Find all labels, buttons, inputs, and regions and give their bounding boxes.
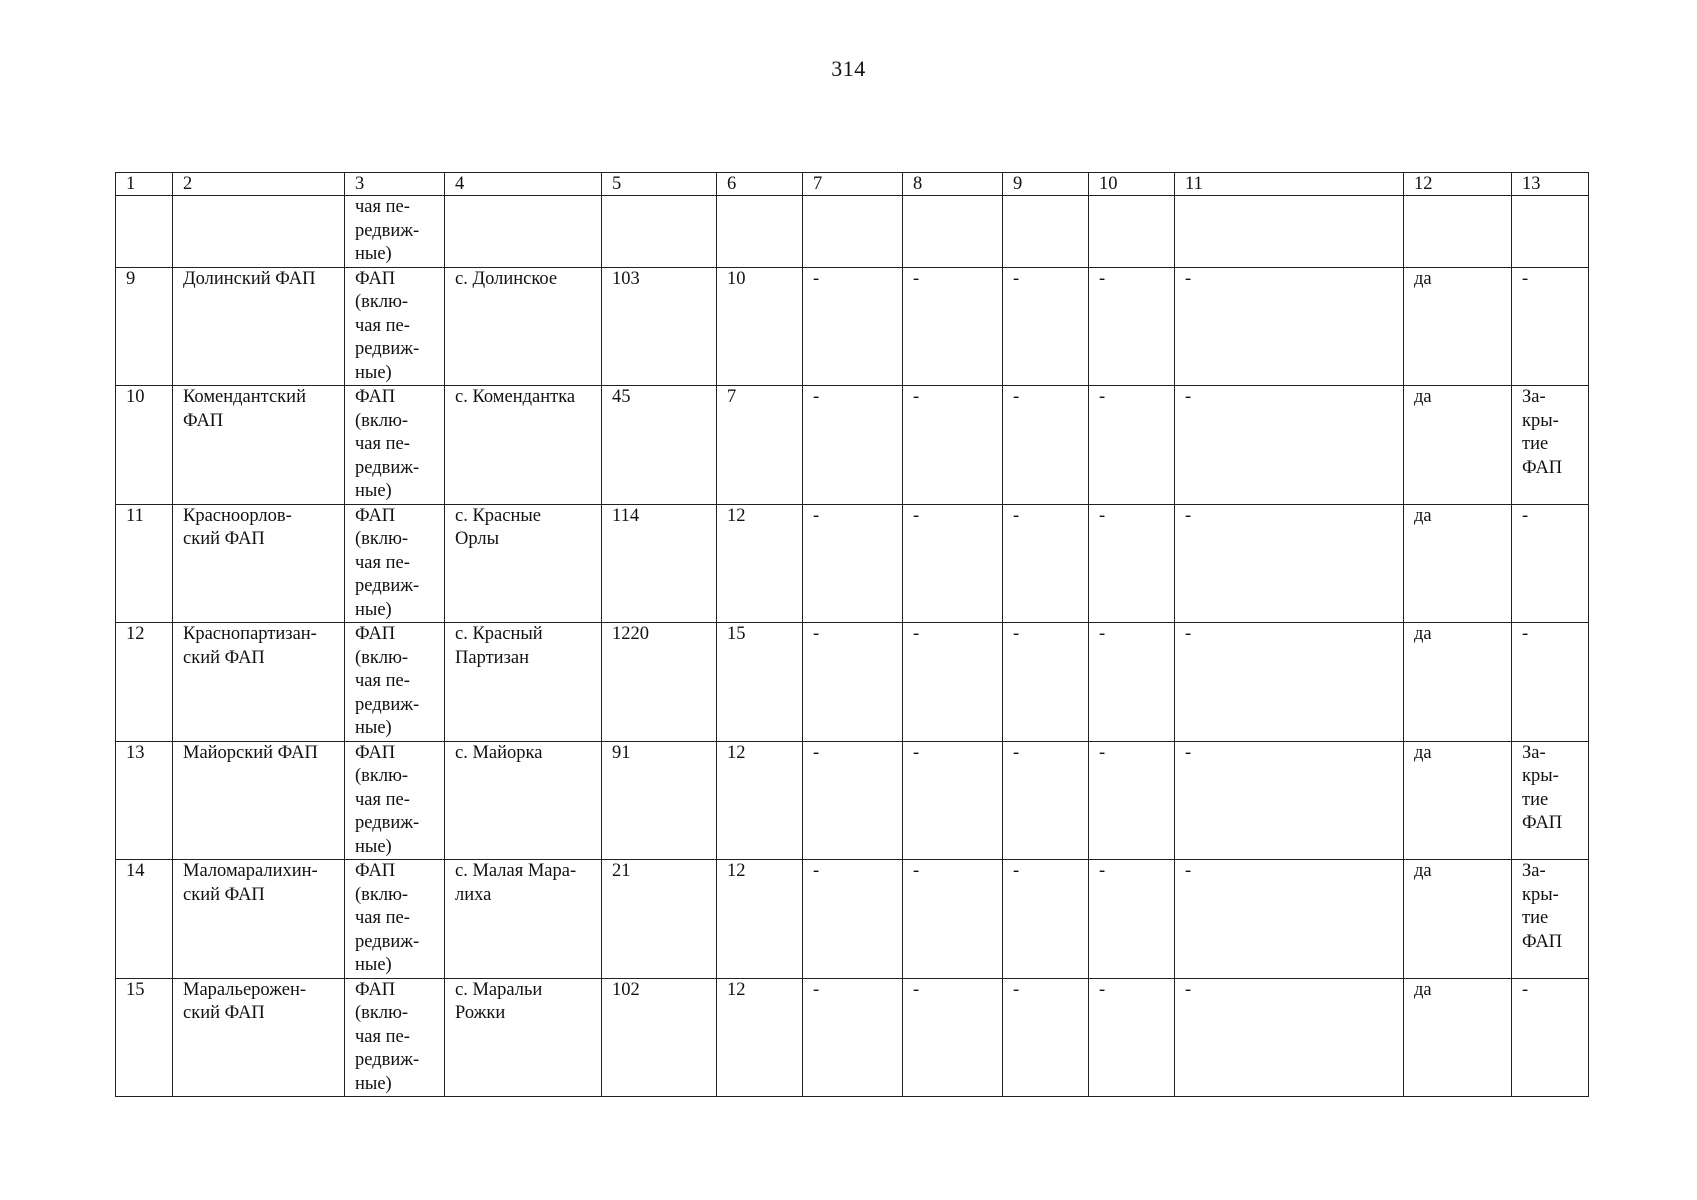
table-cell: - (903, 386, 1003, 505)
table-cell: - (1003, 860, 1089, 979)
table-row (116, 741, 1589, 860)
table-cell: Маломаралихин- ский ФАП (173, 860, 345, 979)
table-cell: Маральерожен- ский ФАП (173, 978, 345, 1097)
table-cell (1175, 196, 1404, 268)
table-cell: да (1404, 267, 1512, 386)
table-cell: 13 (116, 741, 173, 860)
table-cell (803, 196, 903, 268)
table-cell: 1220 (602, 623, 717, 742)
table-row (116, 978, 1589, 1097)
table-cell: да (1404, 741, 1512, 860)
table-cell: 103 (602, 267, 717, 386)
table-cell: 12 (116, 623, 173, 742)
table-cell (602, 196, 717, 268)
table-cell: ФАП (вклю- чая пе- редвиж- ные) (345, 267, 445, 386)
table-cell: с. Долинское (445, 267, 602, 386)
table-cell: да (1404, 623, 1512, 742)
table-cell: - (1512, 504, 1589, 623)
table-cell: с. Малая Мара- лиха (445, 860, 602, 979)
table-cell: - (1089, 623, 1175, 742)
page-number: 314 (831, 56, 866, 81)
table-cell: да (1404, 978, 1512, 1097)
table-cell: - (1003, 386, 1089, 505)
table-cell: 45 (602, 386, 717, 505)
table-cell: Красноорлов- ский ФАП (173, 504, 345, 623)
table-cell: 114 (602, 504, 717, 623)
table-cell (717, 196, 803, 268)
table-cell: - (1003, 504, 1089, 623)
table-cell: - (1175, 267, 1404, 386)
table-cell: За- кры- тие ФАП (1512, 386, 1589, 505)
table-cell: За- кры- тие ФАП (1512, 860, 1589, 979)
table-cell: да (1404, 860, 1512, 979)
table-cell: - (1089, 741, 1175, 860)
table-cell: с. Маральи Рожки (445, 978, 602, 1097)
column-number-cell: 1 (116, 173, 173, 196)
table-cell: - (1003, 623, 1089, 742)
table-cell: да (1404, 386, 1512, 505)
table-cell: - (1089, 267, 1175, 386)
table-cell: 10 (717, 267, 803, 386)
table-cell: чая пе- редвиж- ные) (345, 196, 445, 268)
table-cell: 10 (116, 386, 173, 505)
column-number-cell: 4 (445, 173, 602, 196)
table-cell: 15 (717, 623, 803, 742)
table-cell: с. Комендантка (445, 386, 602, 505)
column-number-cell: 9 (1003, 173, 1089, 196)
table-cell: с. Майорка (445, 741, 602, 860)
table-cell: 9 (116, 267, 173, 386)
table-cell: 7 (717, 386, 803, 505)
column-number-cell: 13 (1512, 173, 1589, 196)
table-cell: - (1089, 386, 1175, 505)
table-cell: 14 (116, 860, 173, 979)
column-number-cell: 7 (803, 173, 903, 196)
table-row (116, 504, 1589, 623)
table-cell: да (1404, 504, 1512, 623)
table-cell: - (1512, 267, 1589, 386)
table-cell: - (1003, 978, 1089, 1097)
table-cell (445, 196, 602, 268)
table-cell: ФАП (вклю- чая пе- редвиж- ные) (345, 504, 445, 623)
table-cell: 12 (717, 741, 803, 860)
table-cell: - (803, 741, 903, 860)
table-cell: 102 (602, 978, 717, 1097)
column-number-cell: 5 (602, 173, 717, 196)
table-cell: 12 (717, 504, 803, 623)
table-cell: ФАП (вклю- чая пе- редвиж- ные) (345, 978, 445, 1097)
table-cell: - (1089, 860, 1175, 979)
table-cell (173, 196, 345, 268)
table-cell: - (903, 623, 1003, 742)
table-row (116, 386, 1589, 505)
table-cell: - (1003, 741, 1089, 860)
column-number-cell: 2 (173, 173, 345, 196)
table-cell: Долинский ФАП (173, 267, 345, 386)
table-cell (116, 196, 173, 268)
table-cell: - (1089, 978, 1175, 1097)
table-cell (1404, 196, 1512, 268)
table-cell: 21 (602, 860, 717, 979)
table-cell: с. Красные Орлы (445, 504, 602, 623)
table-cell (1003, 196, 1089, 268)
table-cell: - (903, 267, 1003, 386)
table-cell: Краснопартизан- ский ФАП (173, 623, 345, 742)
table-cell: - (1512, 978, 1589, 1097)
column-number-cell: 12 (1404, 173, 1512, 196)
table-cell: - (1175, 623, 1404, 742)
continuation-row (116, 196, 1589, 268)
table-cell: 12 (717, 860, 803, 979)
column-number-cell: 6 (717, 173, 803, 196)
table-cell: 12 (717, 978, 803, 1097)
table-cell: За- кры- тие ФАП (1512, 741, 1589, 860)
column-number-cell: 11 (1175, 173, 1404, 196)
table-cell: - (903, 504, 1003, 623)
table-cell: ФАП (вклю- чая пе- редвиж- ные) (345, 623, 445, 742)
table-cell: 91 (602, 741, 717, 860)
table-cell: - (1175, 504, 1404, 623)
table-cell: - (1175, 978, 1404, 1097)
column-number-cell: 8 (903, 173, 1003, 196)
table-cell: - (803, 860, 903, 979)
column-number-cell: 10 (1089, 173, 1175, 196)
table-cell: Майорский ФАП (173, 741, 345, 860)
table-row (116, 623, 1589, 742)
table-cell: - (1175, 386, 1404, 505)
table-cell: - (1003, 267, 1089, 386)
table-cell: - (1175, 741, 1404, 860)
table-cell (903, 196, 1003, 268)
table-cell: ФАП (вклю- чая пе- редвиж- ные) (345, 860, 445, 979)
table-row (116, 860, 1589, 979)
table-cell: - (1175, 860, 1404, 979)
table-cell: - (803, 978, 903, 1097)
table-cell: - (903, 978, 1003, 1097)
table-cell: - (803, 623, 903, 742)
data-table (115, 172, 1589, 1097)
table-cell: 11 (116, 504, 173, 623)
table-cell: 15 (116, 978, 173, 1097)
column-number-row (116, 173, 1589, 196)
table-cell: - (803, 386, 903, 505)
table-cell: Комендантский ФАП (173, 386, 345, 505)
column-number-cell: 3 (345, 173, 445, 196)
table-cell (1089, 196, 1175, 268)
table-cell: ФАП (вклю- чая пе- редвиж- ные) (345, 741, 445, 860)
table-cell: с. Красный Партизан (445, 623, 602, 742)
table-cell: - (1089, 504, 1175, 623)
table-cell: ФАП (вклю- чая пе- редвиж- ные) (345, 386, 445, 505)
table-row (116, 267, 1589, 386)
table-cell: - (803, 267, 903, 386)
table-cell: - (1512, 623, 1589, 742)
table-cell: - (903, 741, 1003, 860)
table-cell: - (903, 860, 1003, 979)
table-cell (1512, 196, 1589, 268)
table-cell: - (803, 504, 903, 623)
